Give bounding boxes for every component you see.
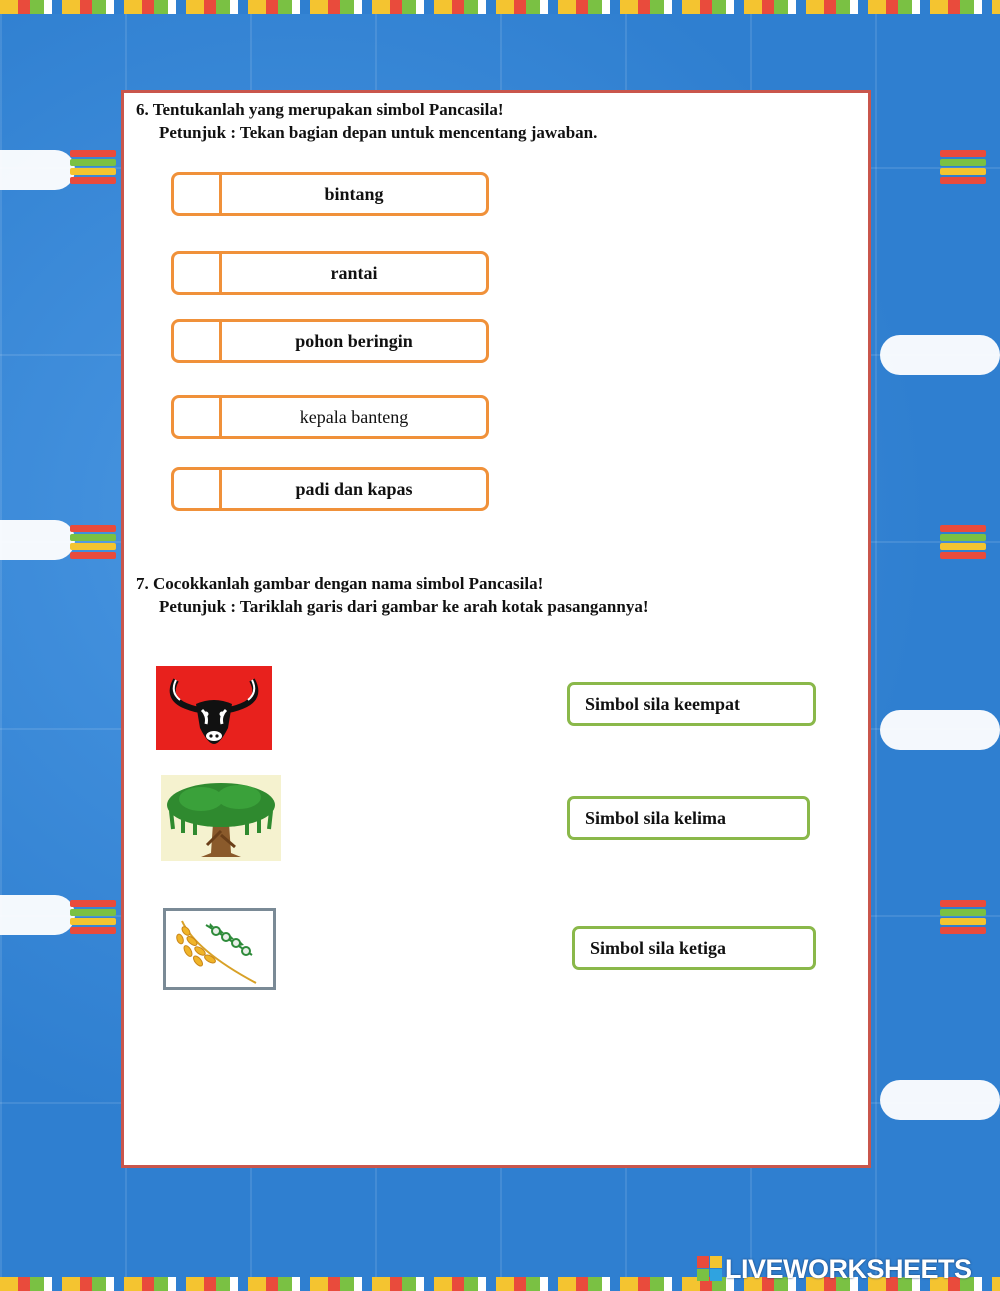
background-cloud xyxy=(0,520,75,560)
background-cloud xyxy=(880,1080,1000,1120)
bull-head-image[interactable] xyxy=(156,666,272,750)
background-cloud xyxy=(0,895,75,935)
option-rantai[interactable] xyxy=(171,251,489,295)
background-cloud xyxy=(880,710,1000,750)
target-simbol-sila-keempat[interactable] xyxy=(567,682,816,726)
liveworksheets-logo xyxy=(697,1254,997,1286)
books-icon xyxy=(70,525,116,561)
checkbox[interactable] xyxy=(174,254,222,292)
target-label: Simbol sila keempat xyxy=(585,694,741,714)
option-label: padi dan kapas xyxy=(295,479,413,499)
option-bintang[interactable] xyxy=(171,172,489,216)
liveworksheets-mark-icon xyxy=(697,1256,723,1282)
checkbox[interactable] xyxy=(174,398,222,436)
rice-cotton-image[interactable] xyxy=(163,908,276,990)
question-6-title: 6. Tentukanlah yang merupakan simbol Pancasila! xyxy=(136,100,504,119)
option-label: rantai xyxy=(330,263,378,283)
question-6-hint: Petunjuk : Tekan bagian depan untuk mencentang jawaban. xyxy=(159,123,598,142)
books-icon xyxy=(70,900,116,936)
checkbox[interactable] xyxy=(174,470,222,508)
banyan-tree-image[interactable] xyxy=(161,775,281,861)
option-label: bintang xyxy=(324,184,384,204)
books-icon xyxy=(70,150,116,186)
background-cloud xyxy=(0,150,75,190)
top-decoration-strip xyxy=(0,0,1000,14)
logo-text: LIVEWORKSHEETS xyxy=(725,1254,972,1284)
option-label: kepala banteng xyxy=(299,407,409,427)
option-padi-dan-kapas[interactable] xyxy=(171,467,489,511)
target-simbol-sila-kelima[interactable] xyxy=(567,796,810,840)
checkbox[interactable] xyxy=(174,322,222,360)
background-cloud xyxy=(880,335,1000,375)
question-7-title: 7. Cocokkanlah gambar dengan nama simbol Pancasila! xyxy=(136,574,544,593)
books-icon xyxy=(940,150,986,186)
books-icon xyxy=(940,900,986,936)
checkbox[interactable] xyxy=(174,175,222,213)
banyan-tree-icon xyxy=(161,775,281,861)
target-simbol-sila-ketiga[interactable] xyxy=(572,926,816,970)
rice-cotton-icon xyxy=(166,911,273,987)
option-label: pohon beringin xyxy=(295,331,413,351)
target-label: Simbol sila ketiga xyxy=(590,938,727,958)
bull-head-icon xyxy=(156,666,272,750)
target-label: Simbol sila kelima xyxy=(585,808,727,828)
books-icon xyxy=(940,525,986,561)
question-7-hint: Petunjuk : Tariklah garis dari gambar ke arah kotak pasangannya! xyxy=(159,597,649,616)
option-pohon-beringin[interactable] xyxy=(171,319,489,363)
option-kepala-banteng[interactable] xyxy=(171,395,489,439)
